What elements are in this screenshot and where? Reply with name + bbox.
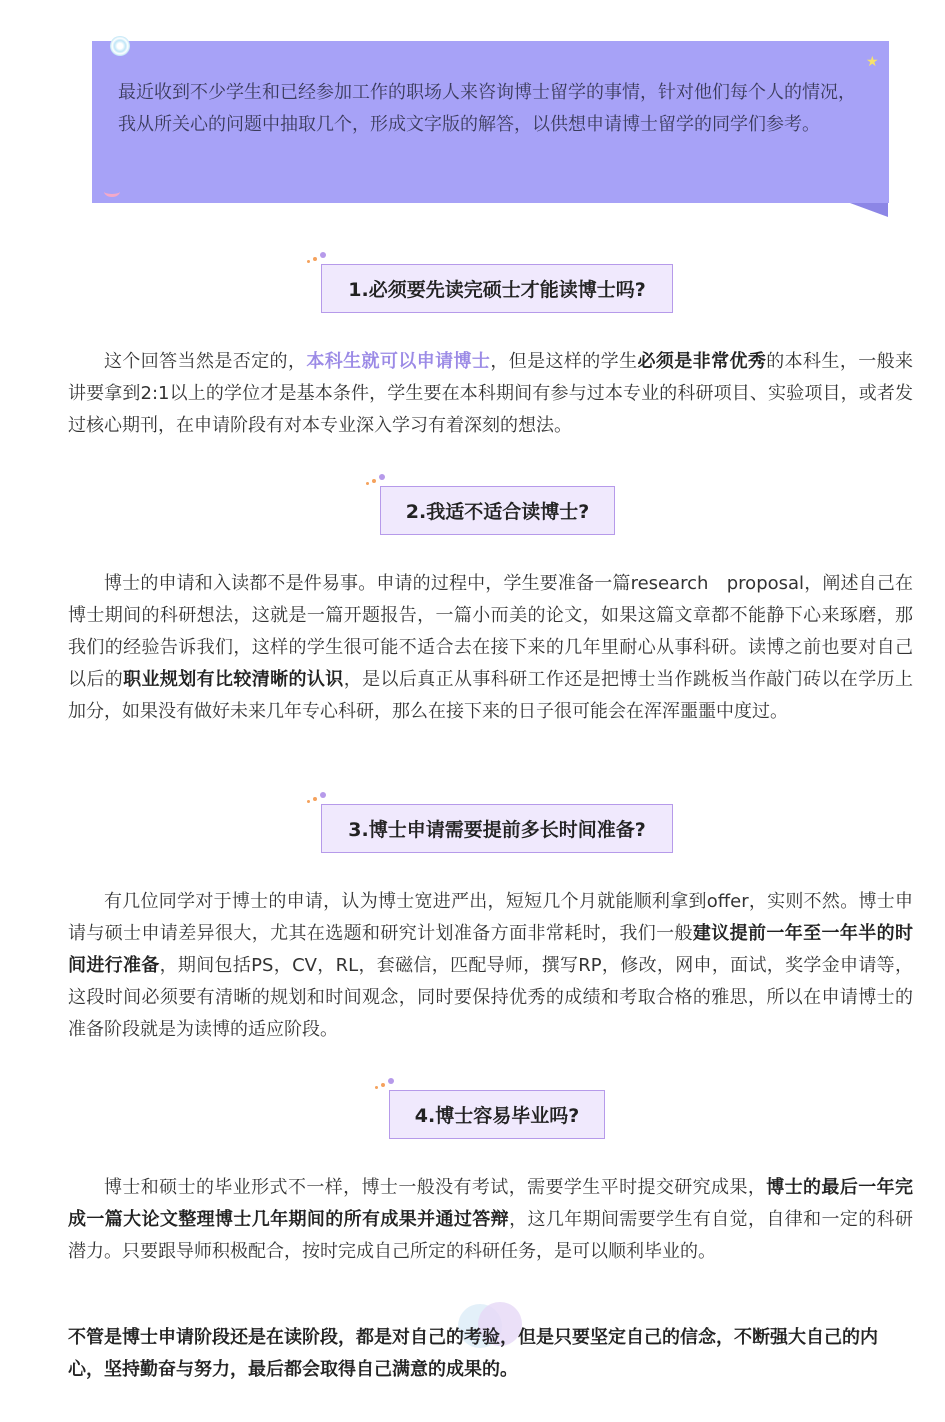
bold-text: 建议提前一年至一年半的时间进行准备 (68, 923, 913, 976)
section-heading-3: 3.博士申请需要提前多长时间准备? (321, 804, 673, 853)
section-paragraph-4 (68, 1172, 913, 1268)
petal-decoration-icon (104, 186, 120, 197)
bold-text: 必须是非常优秀 (637, 351, 767, 372)
section-heading-1: 1.必须要先读完硕士才能读博士吗? (321, 264, 673, 313)
conclusion-text: 不管是博士申请阶段还是在读阶段，都是对自己的考验，但是只要坚定自己的信念，不断强大自己的内心，坚持勤奋与努力，最后都会取得自己满意的成果的。 (68, 1327, 878, 1380)
section-paragraph-3 (68, 886, 913, 1046)
dots-icon (307, 792, 327, 804)
text: ，这几年期间需要学生有自觉，自律和一定的科研潜力。只要跟导师积极配合，按时完成自己所定的科研任务，是可以顺利毕业的。 (68, 1209, 914, 1262)
bold-text: 博士的最后一年完成一篇大论文整理博士几年期间的所有成果并通过答辩 (68, 1177, 914, 1230)
star-icon: ★ (866, 54, 879, 70)
text: 的本科生，一般来讲要拿到2:1以上的学位才是基本条件，学生要在本科期间有参与过本专业的科研项目、实验项目，或者发过核心期刊，在申请阶段有对本专业深入学习有着深刻的想法。 (68, 351, 914, 436)
dots-icon (375, 1078, 395, 1090)
text: ，但是这样的学生 (490, 351, 638, 372)
text: 博士的申请和入读都不是件易事。申请的过程中，学生要准备一篇research proposal，阐述自己在博士期间的科研想法，这就是一篇开题报告，一篇小而美的论文，如果这篇文章都不能静下心来琢磨，那我们的经验告诉我们，这样的学生很可能不适合去在接下来的几年里耐心从事科研。读博之前也要对自己以后的 (68, 573, 913, 690)
section-paragraph-1 (68, 346, 913, 442)
bold-text: 职业规划有比较清晰的认识 (123, 669, 344, 690)
intro-text: 最近收到不少学生和已经参加工作的职场人来咨询博士留学的事情，针对他们每个人的情况，我从所关心的问题中抽取几个，形成文字版的解答，以供想申请博士留学的同学们参考。 (118, 82, 856, 135)
text: 有几位同学对于博士的申请，认为博士宽进严出，短短几个月就能顺利拿到offer，实则不然。博士申请与硕士申请差异很大，尤其在选题和研究计划准备方面非常耗时，我们一般 (68, 891, 913, 944)
dots-icon (366, 474, 386, 486)
section-paragraph-2 (68, 568, 913, 728)
intro-box (92, 41, 889, 203)
highlight-text: 本科生就可以申请博士 (306, 351, 491, 372)
text: 这个回答当然是否定的， (104, 351, 307, 372)
text: ，期间包括PS，CV，RL，套磁信，匹配导师，撰写RP，修改，网申，面试，奖学金申请等，这段时间必须要有清晰的规划和时间观念，同时要保持优秀的成绩和考取合格的雅思，所以在申请博士的准备阶段就是为读博的适应阶段。 (68, 955, 914, 1040)
section-heading-2: 2.我适不适合读博士? (380, 486, 615, 535)
text: ，是以后真正从事科研工作还是把博士当作跳板当作敲门砖以在学历上加分，如果没有做好未来几年专心科研，那么在接下来的日子很可能会在浑浑噩噩中度过。 (68, 669, 914, 722)
swirl-decoration-icon (110, 36, 130, 56)
ribbon-fold-decoration (850, 203, 888, 217)
section-heading-4: 4.博士容易毕业吗? (389, 1090, 605, 1139)
text: 博士和硕士的毕业形式不一样，博士一般没有考试，需要学生平时提交研究成果， (104, 1177, 767, 1198)
dots-icon (307, 252, 327, 264)
